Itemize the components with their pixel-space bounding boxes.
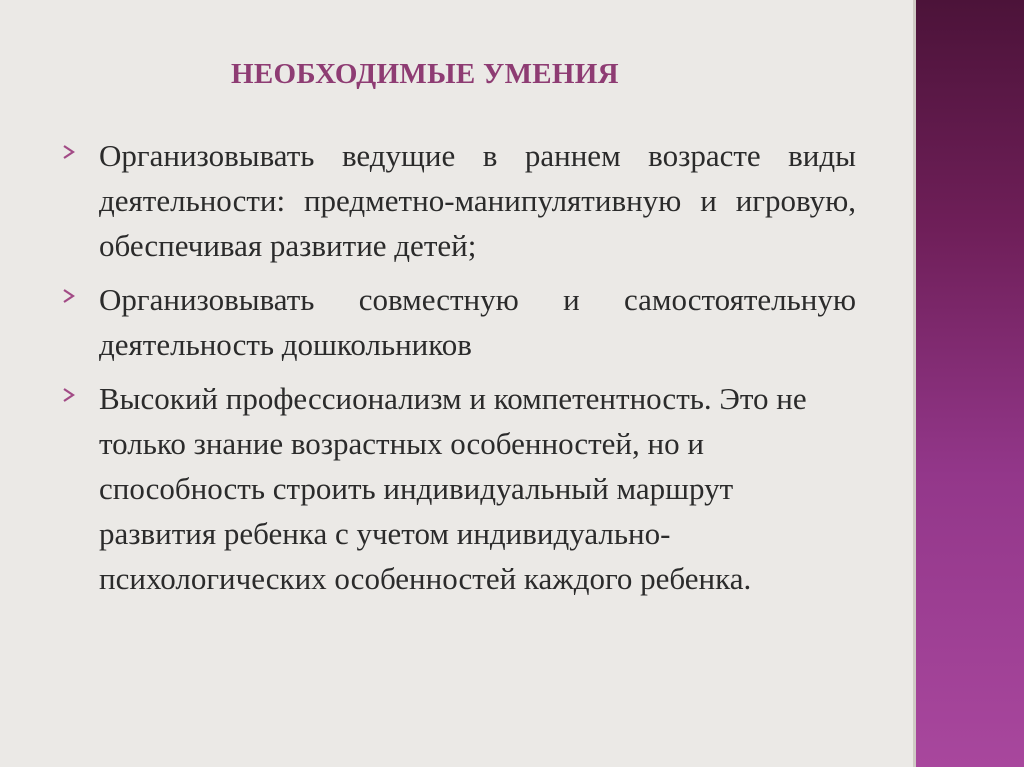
bullet-text: Высокий профессионализм и компетентность. Это не только знание возрастных особенностей, но и способность строить индивидуальный маршрут развития ребенка с учетом индивидуально-психологических особенностей каждого ребенка. [99, 381, 807, 596]
bullet-item [62, 277, 856, 367]
chevron-right-icon [62, 144, 76, 160]
slide-title: НЕОБХОДИМЫЕ УМЕНИЯ [231, 58, 619, 90]
bullet-item [62, 133, 856, 268]
bullet-item [62, 376, 856, 601]
accent-bar [916, 0, 1024, 767]
chevron-right-icon [62, 288, 76, 304]
bullet-text: Организовывать совместную и самостоятельную деятельность дошкольников [99, 282, 856, 362]
bullet-text: Организовывать ведущие в раннем возрасте виды деятельности: предметно-манипулятивную и игровую, обеспечивая развитие детей; [99, 138, 856, 263]
bullet-list [62, 133, 856, 610]
chevron-right-icon [62, 387, 76, 403]
